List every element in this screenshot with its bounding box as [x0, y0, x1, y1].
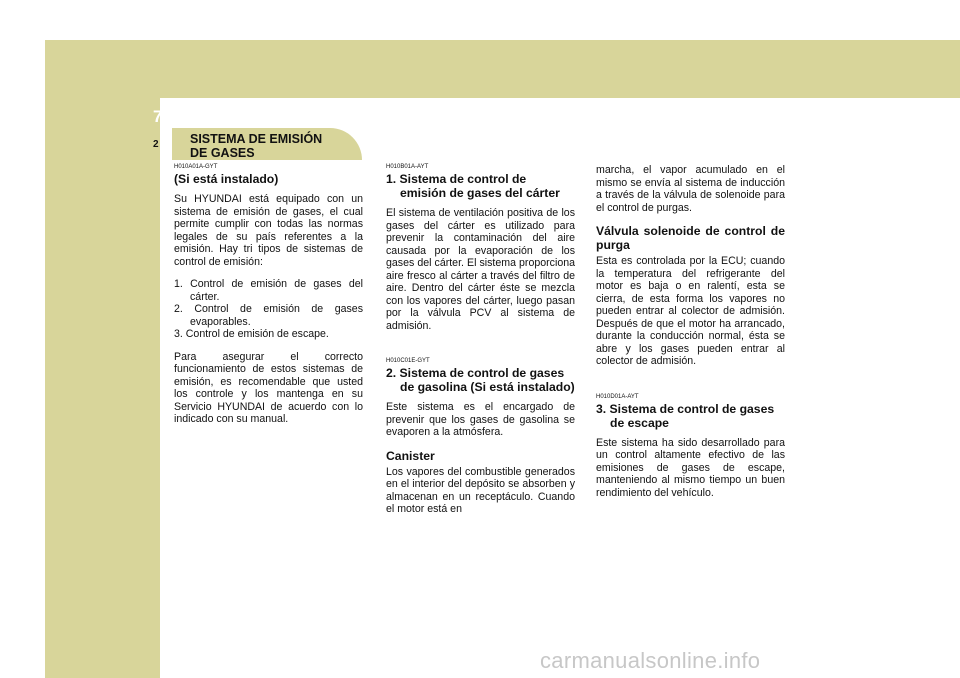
section-title-line1: SISTEMA DE EMISIÓN: [190, 132, 323, 146]
column-2: [386, 164, 575, 526]
crankcase-heading: 1. Sistema de control de emisión de gases del cárter: [386, 172, 560, 200]
evap-heading: 2. Sistema de control de gases de gasolina (Si está instalado): [386, 366, 575, 394]
list-item: 2. Control de emisión de gases evaporables.: [174, 303, 363, 328]
col1-outro: Para asegurar el correcto funcionamiento de estos sistemas de emisión, es recomendable que usted los controle y los mantenga en su Servicio HYUNDAI de acuerdo con lo indicado con su manual.: [174, 350, 363, 425]
col1-heading: (Si está instalado): [174, 172, 279, 186]
chapter-number: 7: [153, 107, 163, 126]
ref-code: H010C01E-GYT: [386, 358, 430, 364]
crankcase-body: El sistema de ventilación positiva de los gases del cárter es utilizado para prevenir la contaminación del aire causada por la evaporación de los gases del cárter. El sistema proporciona aire fresco al cárter a través del filtro de aire. Dentro del cárter éste se mezcla con los vapores del cárter, luego pasan por la válvula PCV al sistema de admisión.: [386, 207, 575, 332]
column-3: [596, 164, 785, 509]
list-item: 3. Control de emisión de escape.: [174, 328, 329, 340]
canister-body-cont: marcha, el vapor acumulado en el mismo se envía al sistema de inducción a través de la válvula de solenoide para el control de purgas.: [596, 164, 785, 214]
purge-valve-heading: Válvula solenoide de control de purga: [596, 224, 785, 252]
ref-code: H010A01A-GYT: [174, 164, 218, 170]
purge-valve-body: Esta es controlada por la ECU; cuando la temperatura del refrigerante del motor es baja o en ralentí, esta se cierra, de esta forma los vapores no pueden entrar al colector de admisión. Después de que el motor ha arrancado, durante la conducción normal, ésta se abre y los gases pueden entrar al colector de admisión.: [596, 255, 785, 367]
page-number: 2: [153, 139, 159, 150]
canister-heading: Canister: [386, 448, 435, 463]
exhaust-heading: 3. Sistema de control de gases de escape: [596, 401, 775, 430]
column-1: [174, 164, 363, 436]
canister-body: Los vapores del combustible generados en el interior del depósito se absorben y almacenan en un receptáculo. Cuando el motor está en: [386, 465, 575, 515]
ref-code: H010B01A-AYT: [386, 164, 429, 170]
col1-intro: Su HYUNDAI está equipado con un sistema de emisión de gases, el cual permite cumplir con todas las normas legales de su país referentes a la emisión. Hay tri tipos de sistemas de control de emisión:: [174, 193, 363, 268]
evap-body: Este sistema es el encargado de prevenir que los gases de gasolina se evaporen a la atmósfera.: [386, 401, 575, 438]
emission-systems-list: [174, 278, 363, 341]
watermark-logo: carmanualsonline.info: [540, 648, 761, 673]
ref-code: H010D01A-AYT: [596, 393, 639, 400]
list-item: 1. Control de emisión de gases del cárter.: [174, 278, 363, 303]
exhaust-body: Este sistema ha sido desarrollado para un control altamente efectivo de las emisiones de gases de escape, manteniendo al mismo tiempo un buen rendimiento del vehículo.: [596, 436, 785, 499]
section-title-line2: DE GASES: [190, 146, 255, 160]
chapter-title: SISTEMA DE EMISIÓN DE GASES: [168, 112, 299, 121]
section-title: [190, 132, 322, 160]
